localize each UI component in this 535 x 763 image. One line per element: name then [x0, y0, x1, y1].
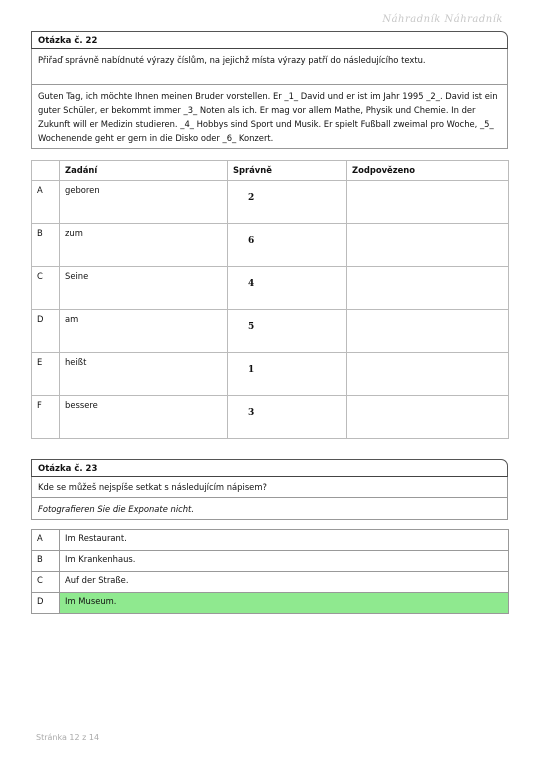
watermark: Náhradník Náhradník	[382, 14, 503, 25]
row-answered[interactable]	[347, 181, 509, 224]
q23-sign-text: Fotografieren Sie die Exponate nicht.	[31, 498, 508, 520]
option-letter: C	[32, 572, 60, 593]
q22-instruction: Přiřaď správně nabídnuté výrazy číslům, na jejichž místa výrazy patří do následujícího textu.	[31, 49, 508, 85]
row-word: am	[60, 310, 228, 353]
q22-matching-table	[31, 160, 509, 439]
list-item[interactable]	[32, 530, 509, 551]
row-letter: D	[32, 310, 60, 353]
row-letter: E	[32, 353, 60, 396]
option-letter: A	[32, 530, 60, 551]
row-word: zum	[60, 224, 228, 267]
page-number: Stránka 12 z 14	[36, 733, 100, 742]
row-letter: B	[32, 224, 60, 267]
row-correct: 1	[228, 353, 347, 396]
row-correct: 5	[228, 310, 347, 353]
row-word: Seine	[60, 267, 228, 310]
row-correct: 2	[228, 181, 347, 224]
table-row	[32, 396, 509, 439]
option-text[interactable]: Im Krankenhaus.	[60, 551, 509, 572]
table-row	[32, 181, 509, 224]
row-letter: C	[32, 267, 60, 310]
row-answered[interactable]	[347, 267, 509, 310]
row-answered[interactable]	[347, 396, 509, 439]
q23-options-table	[31, 529, 509, 614]
row-word: bessere	[60, 396, 228, 439]
header-zodpovezeno: Zodpovězeno	[347, 161, 509, 181]
table-row	[32, 224, 509, 267]
q22-title: Otázka č. 22	[31, 31, 508, 49]
q23-question: Kde se můžeš nejspíše setkat s následujícím nápisem?	[31, 477, 508, 498]
header-spravne: Správně	[228, 161, 347, 181]
row-correct: 6	[228, 224, 347, 267]
row-letter: A	[32, 181, 60, 224]
q22-header-row	[32, 161, 509, 181]
header-letter	[32, 161, 60, 181]
list-item[interactable]	[32, 551, 509, 572]
row-correct: 4	[228, 267, 347, 310]
row-correct: 3	[228, 396, 347, 439]
option-text[interactable]: Im Museum.	[60, 593, 509, 614]
row-letter: F	[32, 396, 60, 439]
table-row	[32, 310, 509, 353]
table-row	[32, 353, 509, 396]
list-item[interactable]	[32, 572, 509, 593]
row-answered[interactable]	[347, 310, 509, 353]
option-text[interactable]: Im Restaurant.	[60, 530, 509, 551]
option-letter: D	[32, 593, 60, 614]
row-word: heißt	[60, 353, 228, 396]
row-answered[interactable]	[347, 224, 509, 267]
q22-text: Guten Tag, ich möchte Ihnen meinen Bruder vorstellen. Er _1_ David und er ist im Jahr 1995 _2_. David ist ein guter Schüler, er bekommt immer _3_ Noten als ich. Er mag vor allem Mathe, Physik und Chemie. In der Zukunft will er Medizin studieren. _4_ Hobbys sind Sport und Musik. Er spielt Fußball zweimal pro Woche, _5_ Wochenende geht er gern in die Disko oder _6_ Konzert.	[31, 85, 508, 149]
row-answered[interactable]	[347, 353, 509, 396]
option-letter: B	[32, 551, 60, 572]
q23-title: Otázka č. 23	[31, 459, 508, 477]
header-zadani: Zadání	[60, 161, 228, 181]
option-text[interactable]: Auf der Straße.	[60, 572, 509, 593]
list-item-correct[interactable]	[32, 593, 509, 614]
row-word: geboren	[60, 181, 228, 224]
table-row	[32, 267, 509, 310]
